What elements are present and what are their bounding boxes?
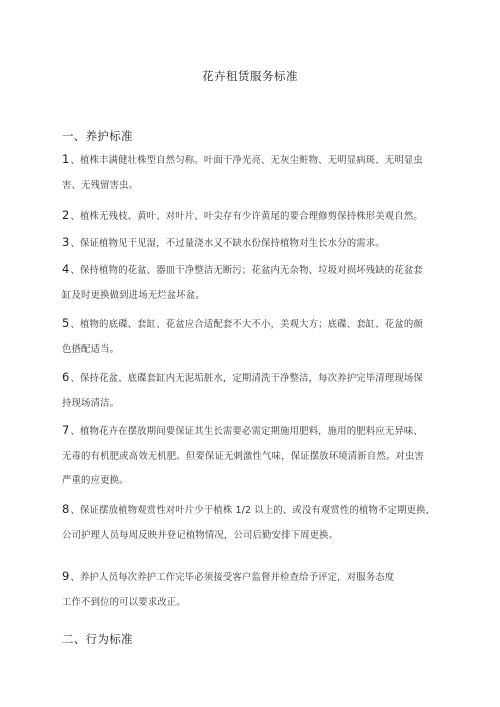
item-text-line: 保持花盆、底碟套缸内无泥垢脏水，定期清洗干净整洁，每次养护完毕清理现场保 xyxy=(80,373,423,384)
item-text-line: 保证摆放植物观赏性对叶片少于植株 1/2 以上的、或没有观赏性的植物不定期更换， xyxy=(80,505,436,516)
list-item xyxy=(62,257,442,308)
list-item xyxy=(62,497,442,548)
item-separator: 、 xyxy=(70,319,80,330)
list-item xyxy=(62,365,442,416)
item-number: 9 xyxy=(62,569,70,583)
item-text-line: 植株无残枝、黄叶、对叶片、叶尖存有少许黄尾的要合理修剪保持株形美观自然。 xyxy=(80,211,423,222)
item-text-line: 植物花卉在摆放期间要保证其生长需要必需定期施用肥料，施用的肥料应无异味、 xyxy=(80,426,423,437)
item-text-line: 养护人员每次养护工作完毕必须接受客户监督并检查给予评定，对服务态度 xyxy=(80,572,395,583)
item-separator: 、 xyxy=(70,426,80,437)
item-number: 7 xyxy=(62,423,70,437)
item-separator: 、 xyxy=(70,211,80,222)
item-number: 6 xyxy=(62,370,70,384)
list-item xyxy=(62,230,442,257)
item-text-line: 缸及时更换做到进场无烂盆坏盆。 xyxy=(62,289,205,301)
item-text-line: 植物的底碟、套缸、花盆应合适配套不大不小，美观大方；底碟、套缸、花盆的颜 xyxy=(80,319,423,330)
item-separator: 、 xyxy=(70,373,80,384)
section-heading-maintenance: 一、养护标准 xyxy=(62,129,133,143)
item-separator: 、 xyxy=(70,265,80,276)
item-text-line: 工作不到位的可以要求改正。 xyxy=(62,596,186,608)
item-number: 1 xyxy=(62,152,70,166)
item-text-line: 无毒的有机肥或高效无机肥。但要保证无刺激性气味，保证摆放环境清新自然。对虫害 xyxy=(62,450,424,462)
item-separator: 、 xyxy=(70,572,80,583)
item-number: 5 xyxy=(62,316,70,330)
item-separator: 、 xyxy=(70,238,80,249)
item-text-line: 公司护理人员每周反映并登记植物情况，公司后勤安排下周更换。 xyxy=(62,529,339,541)
item-text-line: 植株丰满健壮株型自然匀称。叶面干净光亮、无灰尘赃物、无明显病斑、无明显虫 xyxy=(80,155,423,166)
section-heading-behavior: 二、行为标准 xyxy=(62,632,133,646)
list-item xyxy=(62,311,442,362)
item-text-line: 保证植物见干见湿，不过量浇水又不缺水份保持植物对生长水分的需求。 xyxy=(80,238,385,249)
item-text-line: 保持植物的花盆、器皿干净整洁无断污；花盆内无杂物、垃圾对损坏残缺的花盆套 xyxy=(80,265,423,276)
item-number: 8 xyxy=(62,502,70,516)
item-number: 2 xyxy=(62,208,70,222)
item-text-line: 持现场清洁。 xyxy=(62,397,120,409)
item-number: 4 xyxy=(62,262,70,276)
item-text-line: 严重的应更换。 xyxy=(62,475,129,486)
list-item xyxy=(62,564,442,615)
item-separator: 、 xyxy=(70,155,80,166)
list-item xyxy=(62,418,442,494)
document-title: 花卉租赁服务标准 xyxy=(202,69,298,83)
item-number: 3 xyxy=(62,235,70,249)
list-item xyxy=(62,147,442,198)
list-item xyxy=(62,203,442,230)
item-text-line: 色搭配适当。 xyxy=(62,343,120,355)
item-separator: 、 xyxy=(70,505,80,516)
item-text-line: 害、无残留害虫。 xyxy=(62,179,139,191)
